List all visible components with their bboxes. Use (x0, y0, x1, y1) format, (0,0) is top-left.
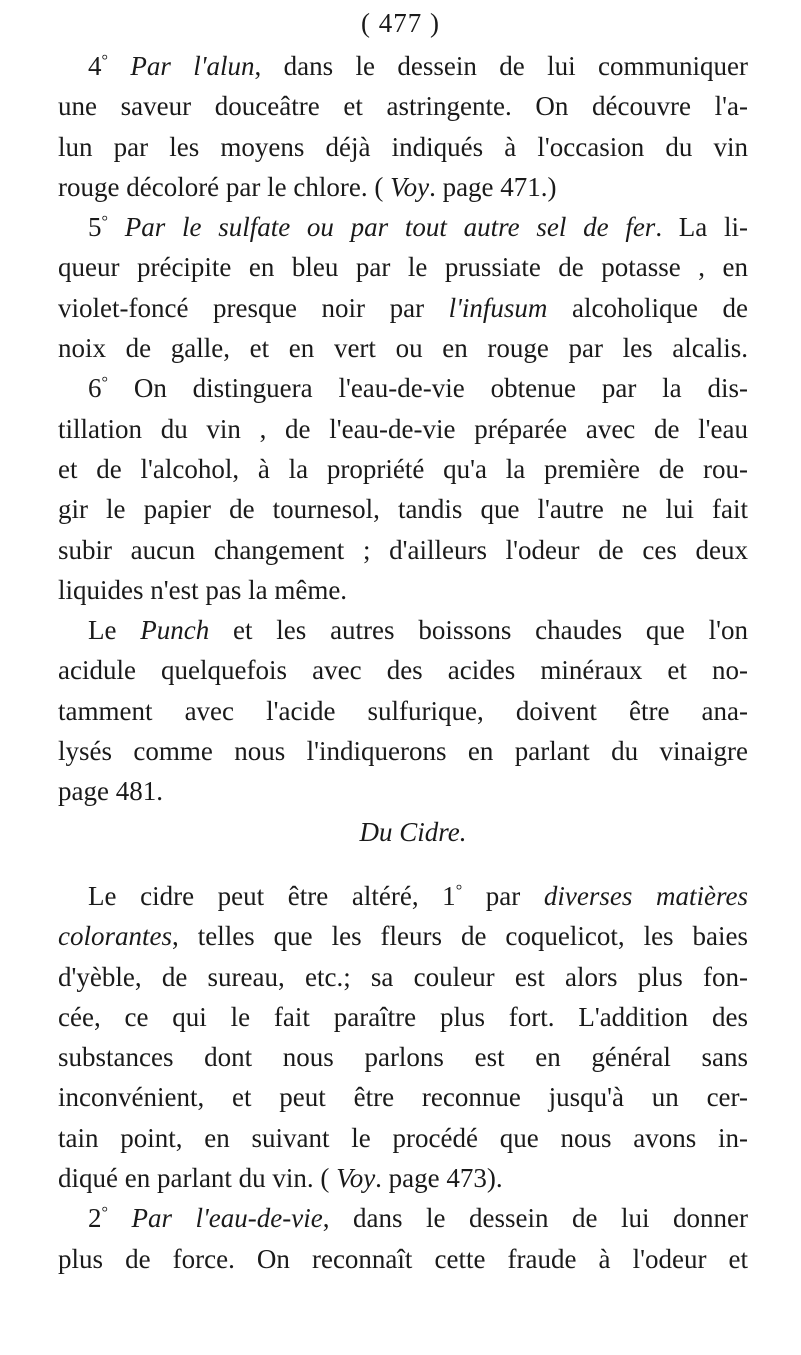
text-line: gir le papier de tournesol, tandis que l'autre ne lui fait (58, 494, 748, 525)
text-line: et de l'alcohol, à la propriété qu'a la première de rou- (58, 453, 748, 484)
text-line: inconvénient, et peut être reconnue jusqu'à un cer- (58, 1082, 748, 1113)
text-line: violet-foncé presque noir par l'infusum alcoholique de (58, 292, 748, 323)
text-line: plus de force. On reconnaît cette fraude à l'odeur et (58, 1243, 748, 1274)
body-text (58, 46, 748, 1279)
section-heading: Du Cidre. (359, 816, 467, 847)
text-line: acidule quelquefois avec des acides minéraux et no- (58, 655, 748, 686)
text-line: tillation du vin , de l'eau-de-vie préparée avec de l'eau (58, 413, 748, 444)
text-line: colorantes, telles que les fleurs de coquelicot, les baies (58, 921, 748, 952)
text-line: liquides n'est pas la même. (58, 574, 348, 605)
text-line: 6° On distinguera l'eau-de-vie obtenue par la dis- (88, 373, 748, 404)
text-line: 5° Par le sulfate ou par tout autre sel de fer. La li- (88, 212, 749, 243)
page-number: ( 477 ) (361, 8, 440, 38)
text-line: diqué en parlant du vin. ( Voy. page 473). (58, 1163, 503, 1194)
text-line: subir aucun changement ; d'ailleurs l'odeur de ces deux (58, 534, 748, 565)
text-line: lysés comme nous l'indiquerons en parlant du vinaigre (58, 736, 748, 767)
text-line: une saveur douceâtre et astringente. On découvre l'a- (58, 91, 748, 122)
text-line: noix de galle, et en vert ou en rouge par les alcalis. (58, 333, 748, 364)
text-line: 4° Par l'alun, dans le dessein de lui communiquer (88, 51, 749, 81)
text-line: d'yèble, de sureau, etc.; sa couleur est alors plus fon- (58, 961, 748, 992)
text-line: cée, ce qui le fait paraître plus fort. L'addition des (58, 1001, 748, 1032)
text-line: substances dont nous parlons est en général sans (58, 1042, 748, 1073)
spacer (58, 852, 748, 876)
text-line: tamment avec l'acide sulfurique, doivent être ana- (58, 695, 748, 726)
text-line: Le cidre peut être altéré, 1° par diverses matières (88, 880, 748, 911)
text-line: lun par les moyens déjà indiqués à l'occasion du vin (58, 131, 748, 162)
text-line: page 481. (58, 776, 163, 807)
text-line: Le Punch et les autres boissons chaudes que l'on (88, 615, 748, 646)
text-line: rouge décoloré par le chlore. ( Voy. page 471.) (58, 171, 557, 202)
text-line: tain point, en suivant le procédé que nous avons in- (58, 1122, 748, 1153)
text-line: 2° Par l'eau-de-vie, dans le dessein de lui donner (88, 1203, 748, 1234)
text-line: queur précipite en bleu par le prussiate de potasse , en (58, 252, 748, 283)
